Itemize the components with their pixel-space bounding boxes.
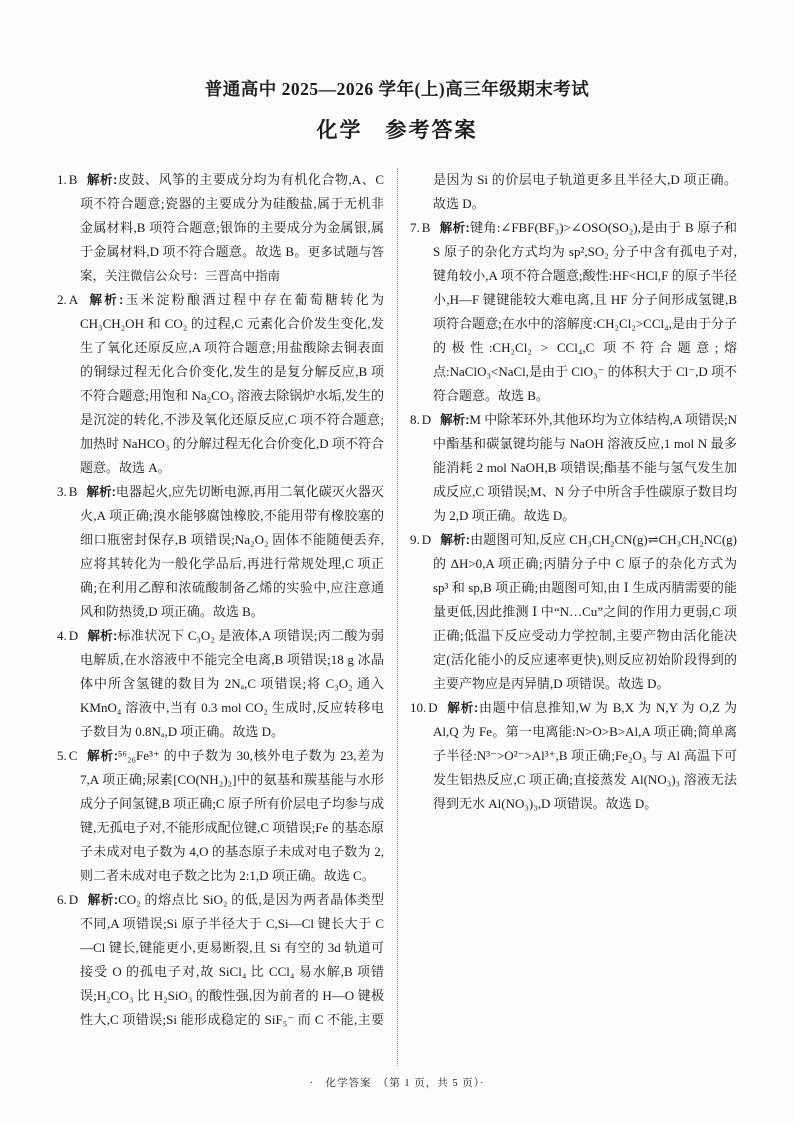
item-promo-note: 更多试题与答案，关注微信公众号：三晋高中指南 bbox=[80, 244, 384, 283]
item-explanation: 玉米淀粉酿酒过程中存在葡萄糖转化为 CH₃CH₂OH 和 CO₂ 的过程,C 元素化合价发生变化,发生了氧化还原反应,A 项符合题意;用盐酸除去铜表面的铜绿过程无化合价变化,发生的是复分解反应,B 项不符合题意;用饱和 Na₂CO₃ 溶液去除锅炉水垢,发生的是沉淀的转化,不涉及氧化还原反应,C 项不符合题意;加热时 NaHCO₃ 的分解过程无化合价变化,D 项不符合题意。故选 A。 bbox=[80, 292, 384, 475]
item-explanation: 电器起火,应先切断电源,再用二氧化碳灭火器灭火,A 项正确;溴水能够腐蚀橡胶,不能用带有橡胶塞的细口瓶密封保存,B 项错误;Na₂O₂ 固体不能随便丢弃,应将其转化为一般化学品后,再进行常规处理,C 项正确;在利用乙醇和浓硫酸制备乙烯的实验中,应注意通风和防热烫,D 项正确。故选 B。 bbox=[80, 484, 384, 619]
item-label: 解析: bbox=[440, 533, 470, 547]
item-number: 5. bbox=[57, 748, 67, 763]
item-number: 2. bbox=[57, 292, 67, 307]
item-label: 解析: bbox=[87, 293, 124, 307]
item-number: 9. bbox=[410, 532, 420, 547]
item-label: 解析: bbox=[439, 221, 470, 235]
item-answer: D bbox=[421, 412, 432, 427]
item-number: 3. bbox=[57, 484, 67, 499]
item-answer: A bbox=[68, 292, 79, 307]
item-number: 6. bbox=[57, 892, 67, 907]
item-answer: B bbox=[68, 484, 78, 499]
item-number: 4. bbox=[57, 628, 67, 643]
answer-item-3 bbox=[57, 480, 384, 624]
item-label: 解析: bbox=[87, 893, 119, 907]
item-answer: D bbox=[68, 628, 79, 643]
item-answer: D bbox=[68, 892, 79, 907]
item-answer: D bbox=[428, 700, 438, 715]
answer-item-4 bbox=[57, 624, 384, 744]
item-explanation: 由题中信息推知,W 为 B,X 为 N,Y 为 O,Z 为 Al,Q 为 Fe。第一电离能:N>O>B>Al,A 项正确;简单离子半径:N³⁻>O²⁻>Al³⁺,B 项正确;Fe₂O₃ 与 Al 高温下可发生铝热反应,C 项正确;直接蒸发 Al(NO₃)₃ 溶液无法得到无水 Al(NO₃)₃,D 项错误。故选 D。 bbox=[433, 700, 738, 811]
item-explanation: 键角:∠FBF(BF₃)>∠OSO(SO₂),是由于 B 原子和 S 原子的杂化方式均为 sp²,SO₂ 分子中含有孤电子对,键角较小,A 项不符合题意;酸性:HF<HCl,F 的原子半径小,H—F 键键能较大难电离,且 HF 分子间形成氢键,B 项符合题意;在水中的溶解度:CH₂Cl₂>CCl₄,是由于分子的极性:CH₂Cl₂ > CCl₄,C 项不符合题意;熔点:NaClO₃<NaCl,是由于 ClO₃⁻ 的体积大于 Cl⁻,D 项不符合题意。故选 B。 bbox=[433, 220, 737, 403]
item-number: 1. bbox=[57, 172, 67, 187]
item-number: 7. bbox=[410, 220, 420, 235]
answer-item-8 bbox=[410, 408, 737, 528]
answer-item-2 bbox=[57, 288, 384, 480]
answer-item-9 bbox=[410, 528, 737, 696]
answers-two-column-area bbox=[57, 168, 737, 1066]
answer-item-10 bbox=[410, 696, 737, 816]
answer-item-5 bbox=[57, 744, 384, 888]
item-explanation: ⁵⁶₂₆Fe³⁺ 的中子数为 30,核外电子数为 23,差为 7,A 项正确;尿素[CO(NH₂)₂]中的氨基和羰基能与水形成分子间氢键,B 项正确;C 原子所有价层电子均参与成键,无孤电子对,不能形成配位键,C 项错误;Fe 的基态原子未成对电子数为 4,O 的基态原子未成对电子数为 2,则二者未成对电子数之比为 2:1,D 项正确。故选 C。 bbox=[80, 748, 384, 883]
item-explanation: 标准状况下 C₃O₂ 是液体,A 项错误;丙二酸为弱电解质,在水溶液中不能完全电离,B 项错误;18 g 冰晶体中所含氢键的数目为 2Nₐ,C 项错误;将 C₃O₂ 通入 KMnO₄ 溶液中,当有 0.3 mol CO₂ 生成时,反应转移电子数目为 0.8Nₐ,D 项正确。故选 D。 bbox=[80, 628, 384, 739]
answer-item-7 bbox=[410, 216, 737, 408]
page-subtitle: 化学 参考答案 bbox=[316, 119, 478, 142]
item-answer: B bbox=[421, 220, 431, 235]
item-answer: D bbox=[421, 532, 432, 547]
page-title: 普通高中 2025—2026 学年(上)高三年级期末考试 bbox=[204, 79, 590, 99]
item-answer: B bbox=[68, 172, 78, 187]
answer-item-1 bbox=[57, 168, 384, 288]
item-explanation: CO₂ 的熔点比 SiO₂ 的低,是因为两者晶体类型不同,A 项错误;Si 原子半径大于 C,Si—Cl 键长大于 C—Cl 键长,键能更小,更易断裂,且 Si 有空的 3d 轨道可接受 O 的孤电子对,故 SiCl₄ 比 CCl₄ 易水解,B 项错误;H₂CO₃ 比 H₂SiO₃ 的酸性强,因为前者的 H—O 键极性大,C 项错误;Si 能形成稳定的 SiF₅⁻ 而 C 不能,主要是因为 Si 的价层电子轨道更多且半径大,D 项正确。故选 D。 bbox=[80, 172, 737, 1027]
item-answer: C bbox=[68, 748, 78, 763]
item-label: 解析: bbox=[87, 629, 118, 643]
item-explanation: 由题图可知,反应 CH₃CH₂CN(g)⇌CH₃CH₂NC(g)的 ΔH>0,A 项正确;丙腈分子中 C 原子的杂化方式为 sp³ 和 sp,B 项正确;由题图可知,由 Ⅰ 生成丙腈需要的能量更低,因此推测 Ⅰ 中“N…Cu”之间的作用力更弱,C 项正确;低温下反应受动力学控制,主要产物由活化能决定(活化能小的反应速率更快),则反应初始阶段得到的主要产物应是丙异腈,D 项错误。故选 D。 bbox=[433, 532, 737, 691]
item-label: 解析: bbox=[86, 749, 118, 763]
item-label: 解析: bbox=[86, 485, 116, 499]
item-explanation: M 中除苯环外,其他环均为立体结构,A 项错误;N 中酯基和碳氯键均能与 NaOH 溶液反应,1 mol N 最多能消耗 2 mol NaOH,B 项错误;酯基不能与氢气发生加成反应,C 项错误;M、N 分子中所含手性碳原子数目均为 2,D 项正确。故选 D。 bbox=[433, 412, 737, 523]
item-label: 解析: bbox=[86, 173, 118, 187]
item-label: 解析: bbox=[446, 701, 479, 715]
item-number: 8. bbox=[410, 412, 420, 427]
item-number: 10. bbox=[410, 700, 427, 715]
item-label: 解析: bbox=[440, 413, 470, 427]
item-explanation: 皮鼓、风筝的主要成分均为有机化合物,A、C 项不符合题意;瓷器的主要成分为硅酸盐,属于无机非金属材料,B 项符合题意;银饰的主要成分为金属银,属于金属材料,D 项不符合题意。故选 B。 bbox=[80, 172, 384, 259]
page-footer: · 化学答案 （第 1 页，共 5 页）· bbox=[309, 1078, 485, 1089]
